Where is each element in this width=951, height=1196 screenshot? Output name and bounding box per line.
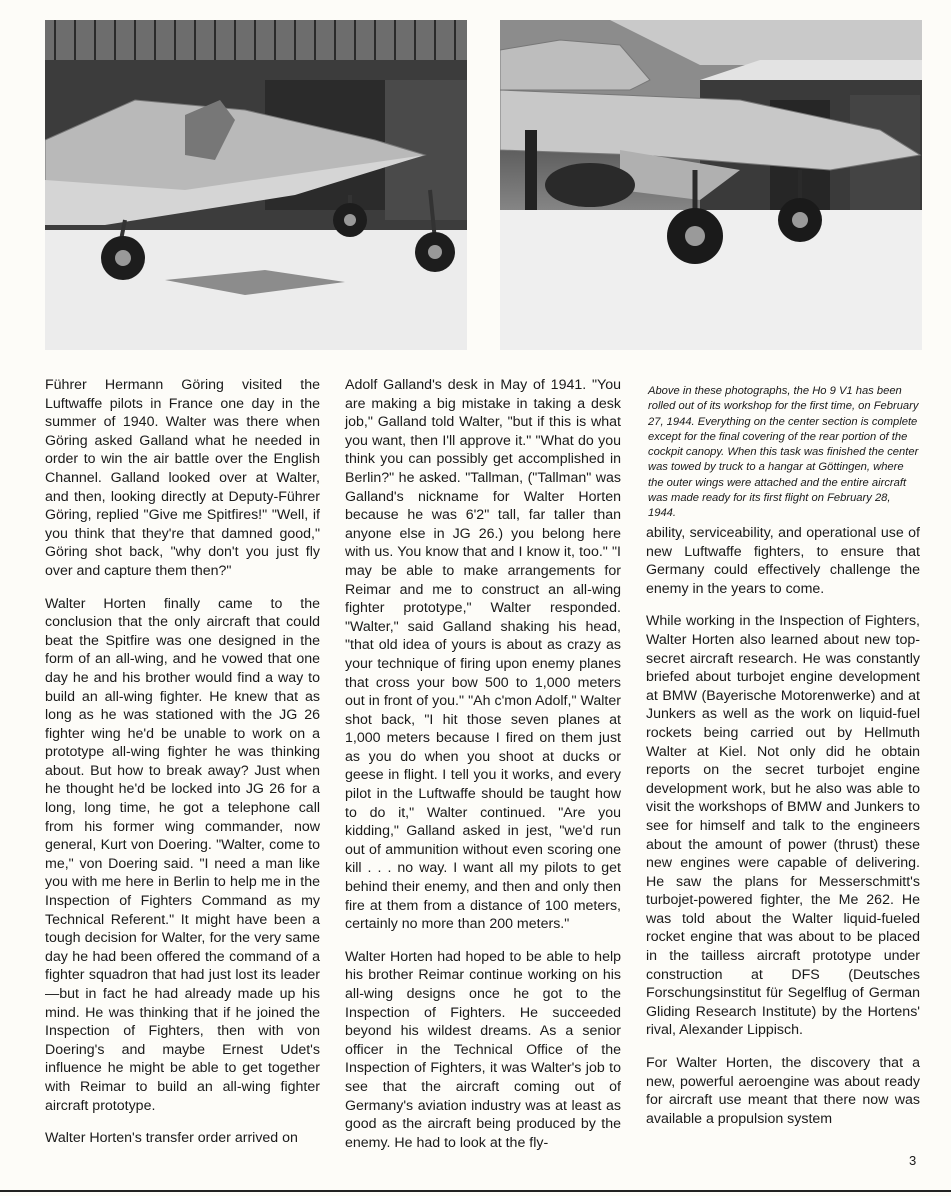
column-3-paragraph-3: For Walter Horten, the discovery that a new, powerful aeroengine was about ready for aircraft use meant that there now was available a propulsion system (646, 1055, 920, 1127)
column-2-paragraph-2: Walter Horten had hoped to be able to help his brother Reimar continue working on his all-wing designs once he got to the Inspection of Fighters. He succeeded beyond his wildest dreams. As a senior officer in the Technical Office of the Inspection of Fighters, it was Walter's job to see that the aircraft coming out of Germany's aviation industry was at least as good as the aircraft being produced by the enemy. He had to look at the fly- (345, 948, 621, 1151)
column-3-paragraph-2: While working in the Inspection of Fighters, Walter Horten also learned about new top-secret aircraft research. He was constantly briefed about turbojet engine development at BMW (Bayerische Motorenwerke) and at Junkers as well as the work on liquid-fuel rockets being carried out by Hellmuth Walter at Kiel. Not only did he obtain reports on the secret turbojet engine development work, but he also was able to visit the workshops of BMW and Junkers to see for himself and talk to the engineers about the amount of power (thrust) these new engines were capable of delivering. He saw the plans for Messerschmitt's turbojet-powered fighter, the Me 262. He was told about the Walter liquid-fueled rocket engine that was about to be placed in the tailless aircraft prototype under construction at DFS (Deutsches Forschungsinstitut für Segelflug of German Gliding Research Institute) by the Hortens' rival, Alexander Lippisch. (646, 613, 920, 1039)
photo-caption: Above in these photographs, the Ho 9 V1 has been rolled out of its workshop for the first time, on February 27, 1944. Everything on the center section is complete except for the final covering of the rear portion of the cockpit canopy. When this task was finished the center was towed by truck to a hangar at Göttingen, where the outer wings were attached and the entire aircraft was made ready for its first flight on February 28, 1944. (648, 385, 919, 520)
aircraft-photo-left (45, 20, 467, 350)
aircraft-photo-right (500, 20, 922, 350)
column-1-paragraph-2: Walter Horten finally came to the conclusion that the only aircraft that could beat the Spitfire was one designed in the form of an all-wing, and he vowed that one day he and his brother would find a way to build an all-wing fighter. He knew that as long as he was stationed with the JG 26 fighter wing he'd be unable to work on a prototype all-wing fighter he was thinking about. But how to break away? Just when he thought he'd be locked into JG 26 for a long, long time, he got a telephone call from his former wing commander, now general, Kurt von Doering. "Walter, come to me," von Doering said. "I need a man like you with me here in Berlin to help me in the Inspection of Fighters Command as my Technical Referent." It might have been a tough decision for Walter, for the very same day he had been offered the command of a fighter squadron that had just lost its leader—but in fact he had already made up his mind. He was thinking that if he joined the Inspection of Fighters, then with von Doering's and maybe Ernest Udet's influence he might be able to get together with Reimar to build an all-wing fighter aircraft prototype. (45, 595, 320, 1114)
column-2-paragraph-1: Adolf Galland's desk in May of 1941. "You are making a big mistake in taking a desk job," Galland told Walter, "but if this is what you want, then I'll approve it." "What do you think you can possibly get accomplished in Berlin?" he asked. "Tallman, ("Tallman" was Galland's nickname for Walter Horten because he was 6'2" tall, far taller than anyone else in JG 26.) you belong here with us. You know that and I know it, too." "I may be able to make arrangements for Reimar and me to construct an all-wing fighter prototype," Walter responded. "Walter," said Galland shaking his head, "that old idea of yours is about as crazy as your technique of firing upon enemy planes that cross your bow 500 to 1,000 meters out in front of you." "Ah c'mon Adolf," Walter shot back, "I hit those seven planes at 1,000 meters because I fired on them just as you do when you shoot at ducks or geese in flight. I tell you it works, and every pilot in the Luftwaffe should be taught how to do it," Walter continued. "Are you kidding," Galland asked in jest, "we'd run out of ammunition without even scoring one kill . . . no way. I want all my pilots to get behind their enemy, and then and only then fire at them from a distance of 100 meters, certainly no more than 200 meters." (345, 377, 621, 933)
column-2 (345, 376, 621, 1166)
bottom-rule (0, 1190, 951, 1192)
photo-right (500, 20, 922, 350)
column-3 (646, 524, 920, 1142)
page-number: 3 (909, 1153, 917, 1168)
column-1-paragraph-1: Führer Hermann Göring visited the Luftwaffe pilots in France one day in the summer of 1940. Walter was there when Göring asked Galland what he needed in order to win the air battle over the English Channel. Galland looked over at Walter, and then, looking directly at Deputy-Führer Göring, replied "Give me Spitfires!" "Well, if you think that they're that damned good," Göring shot back, "why don't you just fly over and capture them then?" (45, 377, 320, 579)
column-3-paragraph-1: ability, serviceability, and operational use of new Luftwaffe fighters, to ensure that Germany could effectively challenge the enemy in the years to come. (646, 525, 920, 597)
photo-left (45, 20, 467, 350)
column-1 (45, 376, 320, 1162)
column-1-paragraph-3: Walter Horten's transfer order arrived on (45, 1130, 298, 1147)
